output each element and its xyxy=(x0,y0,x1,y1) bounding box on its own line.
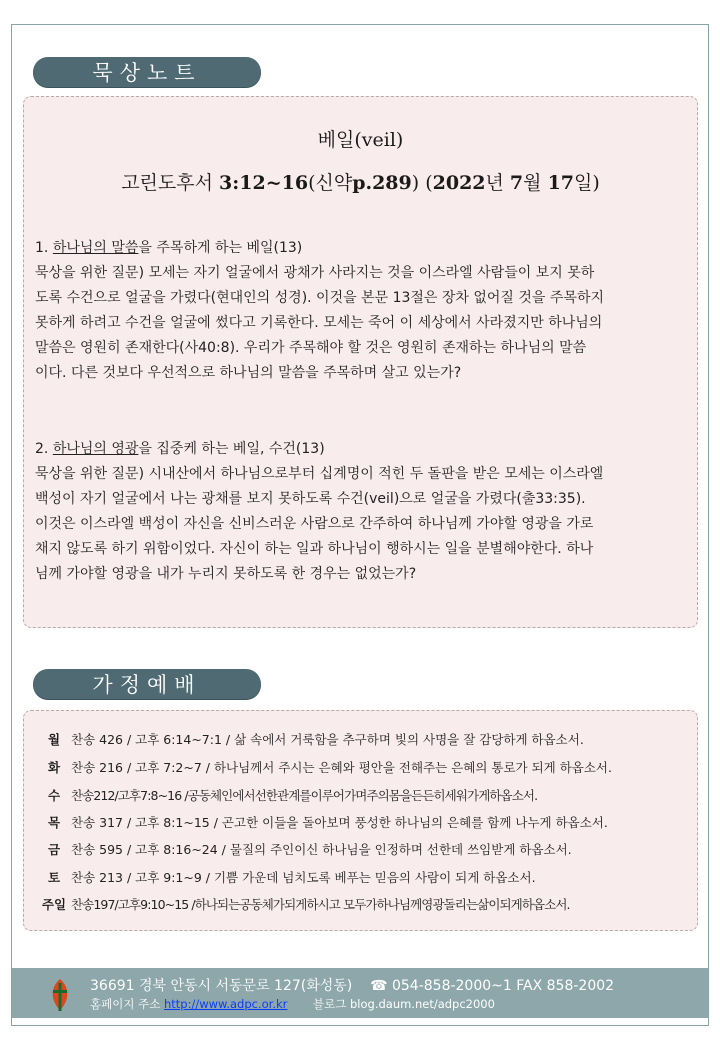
family-worship-section-title: 가정예배 xyxy=(33,669,261,699)
worship-row xyxy=(37,811,608,833)
worship-row xyxy=(37,893,570,915)
worship-day: 화 xyxy=(47,760,61,775)
point-1-line: 이다. 다른 것보다 우선적으로 하나님의 말씀을 주목하며 살고 있는가? xyxy=(35,365,462,381)
reference-year: 2022 xyxy=(432,172,486,194)
reference-year-unit: 년 xyxy=(485,172,510,194)
worship-row xyxy=(37,756,612,778)
point-1-line: 못하게 하려고 수건을 얼굴에 썼다고 기록한다. 모세는 죽어 이 세상에서 사라졌지만 하나님의 xyxy=(35,315,603,331)
reference-day-unit: 일) xyxy=(574,172,600,194)
point-2-line: 채지 않도록 하기 위함이었다. 자신이 하는 일과 하나님이 행하시는 일을 분별해야한다. 하나 xyxy=(35,541,594,557)
point-1-highlight: 하나님의 말씀 xyxy=(52,240,139,256)
worship-day: 목 xyxy=(47,815,61,830)
worship-day: 월 xyxy=(47,732,61,747)
worship-row xyxy=(37,838,572,860)
worship-row xyxy=(37,866,536,888)
footer-phone: ☎ 054-858-2000~1 FAX 858-2002 xyxy=(370,978,615,994)
reference-main: 3:12~16 xyxy=(219,172,309,194)
worship-text: 찬송 216 / 고후 7:2~7 / 하나님께서 주시는 은혜와 평안을 전해주는 은혜의 통로가 되게 하옵소서. xyxy=(71,760,612,775)
worship-text: 찬송 213 / 고후 9:1~9 / 기쁨 가운데 넘치도록 베푸는 믿음의 사람이 되게 하옵소서. xyxy=(71,870,536,885)
footer xyxy=(12,968,708,1018)
point-2-heading xyxy=(35,437,690,462)
worship-day: 주일 xyxy=(41,897,67,912)
footer-contact xyxy=(90,975,614,995)
meditation-reference xyxy=(24,168,697,195)
reference-month: 7 xyxy=(509,172,524,194)
worship-row xyxy=(37,784,537,806)
church-logo-icon xyxy=(48,977,72,1013)
meditation-title: 베일(veil) xyxy=(317,129,404,151)
point-1-heading-rest: 을 주목하게 하는 베일(13) xyxy=(138,240,303,256)
worship-text: 찬송197/고후9:10~15 /하나되는공동체가되게하시고 모두가하나님께영광돌리는삶이되게하옵소서. xyxy=(71,897,570,912)
point-1-heading xyxy=(35,236,690,261)
point-1-line: 말씀은 영원히 존재한다(사40:8). 우리가 주목해야 할 것은 영원히 존재하는 하나님의 말씀 xyxy=(35,340,587,356)
reference-prefix: 고린도후서 xyxy=(121,172,220,194)
point-2-line: 님께 가야할 영광을 내가 누리지 못하도록 한 경우는 없었는가? xyxy=(35,566,417,582)
point-1 xyxy=(35,236,690,386)
reference-mid: (신약 xyxy=(308,172,353,194)
point-2-line: 백성이 자기 얼굴에서 나는 광채를 보지 못하도록 수건(veil)으로 얼굴을 가렸다(출33:35). xyxy=(35,491,586,507)
worship-text: 찬송 317 / 고후 8:1~15 / 곤고한 이들을 돌아보며 풍성한 하나님의 은혜를 함께 나누게 하옵소서. xyxy=(71,815,608,830)
worship-text: 찬송212/고후7:8~16 /공동체인에서선한관계를이루어가며주의몸을든든히세워가게하옵소서. xyxy=(71,788,538,803)
meditation-section-title: 묵상노트 xyxy=(33,57,261,87)
worship-text: 찬송 595 / 고후 8:16~24 / 물질의 주인이신 하나님을 인정하며 선한데 쓰임받게 하옵소서. xyxy=(71,842,572,857)
point-1-number: 1. xyxy=(35,240,53,256)
footer-links xyxy=(90,996,495,1012)
point-2-line: 이것은 이스라엘 백성이 자신을 신비스러운 사람으로 간주하여 하나님께 가야할 영광을 가로 xyxy=(35,516,594,532)
reference-day: 17 xyxy=(547,172,575,194)
reference-close: ) ( xyxy=(411,172,433,194)
worship-row xyxy=(37,728,584,750)
point-1-line: 묵상을 위한 질문) 모세는 자기 얼굴에서 광채가 사라지는 것을 이스라엘 사람들이 보지 못하 xyxy=(35,265,595,281)
point-2-line: 묵상을 위한 질문) 시내산에서 하나님으로부터 십계명이 적힌 두 돌판을 받은 모세는 이스라엘 xyxy=(35,466,604,482)
blog-label: 블로그 blog.daum.net/adpc2000 xyxy=(313,997,495,1011)
reference-month-unit: 월 xyxy=(523,172,548,194)
point-1-line: 도록 수건으로 얼굴을 가렸다(현대인의 성경). 이것을 본문 13절은 장차 없어질 것을 주목하지 xyxy=(35,290,605,306)
worship-text: 찬송 426 / 고후 6:14~7:1 / 삶 속에서 거룩함을 추구하며 빛의 사명을 잘 감당하게 하옵소서. xyxy=(71,732,584,747)
point-2-number: 2. xyxy=(35,441,53,457)
footer-address: 36691 경북 안동시 서동문로 127(화성동) xyxy=(90,978,353,994)
worship-day: 토 xyxy=(47,870,61,885)
worship-day: 금 xyxy=(47,842,61,857)
homepage-link[interactable]: http://www.adpc.or.kr xyxy=(163,997,288,1011)
point-2 xyxy=(35,437,690,587)
point-2-heading-rest: 을 집중케 하는 베일, 수건(13) xyxy=(138,441,325,457)
worship-day: 수 xyxy=(47,788,61,803)
homepage-label: 홈페이지 주소 xyxy=(90,997,164,1011)
point-2-highlight: 하나님의 영광 xyxy=(52,441,139,457)
reference-page: p.289 xyxy=(352,172,412,194)
